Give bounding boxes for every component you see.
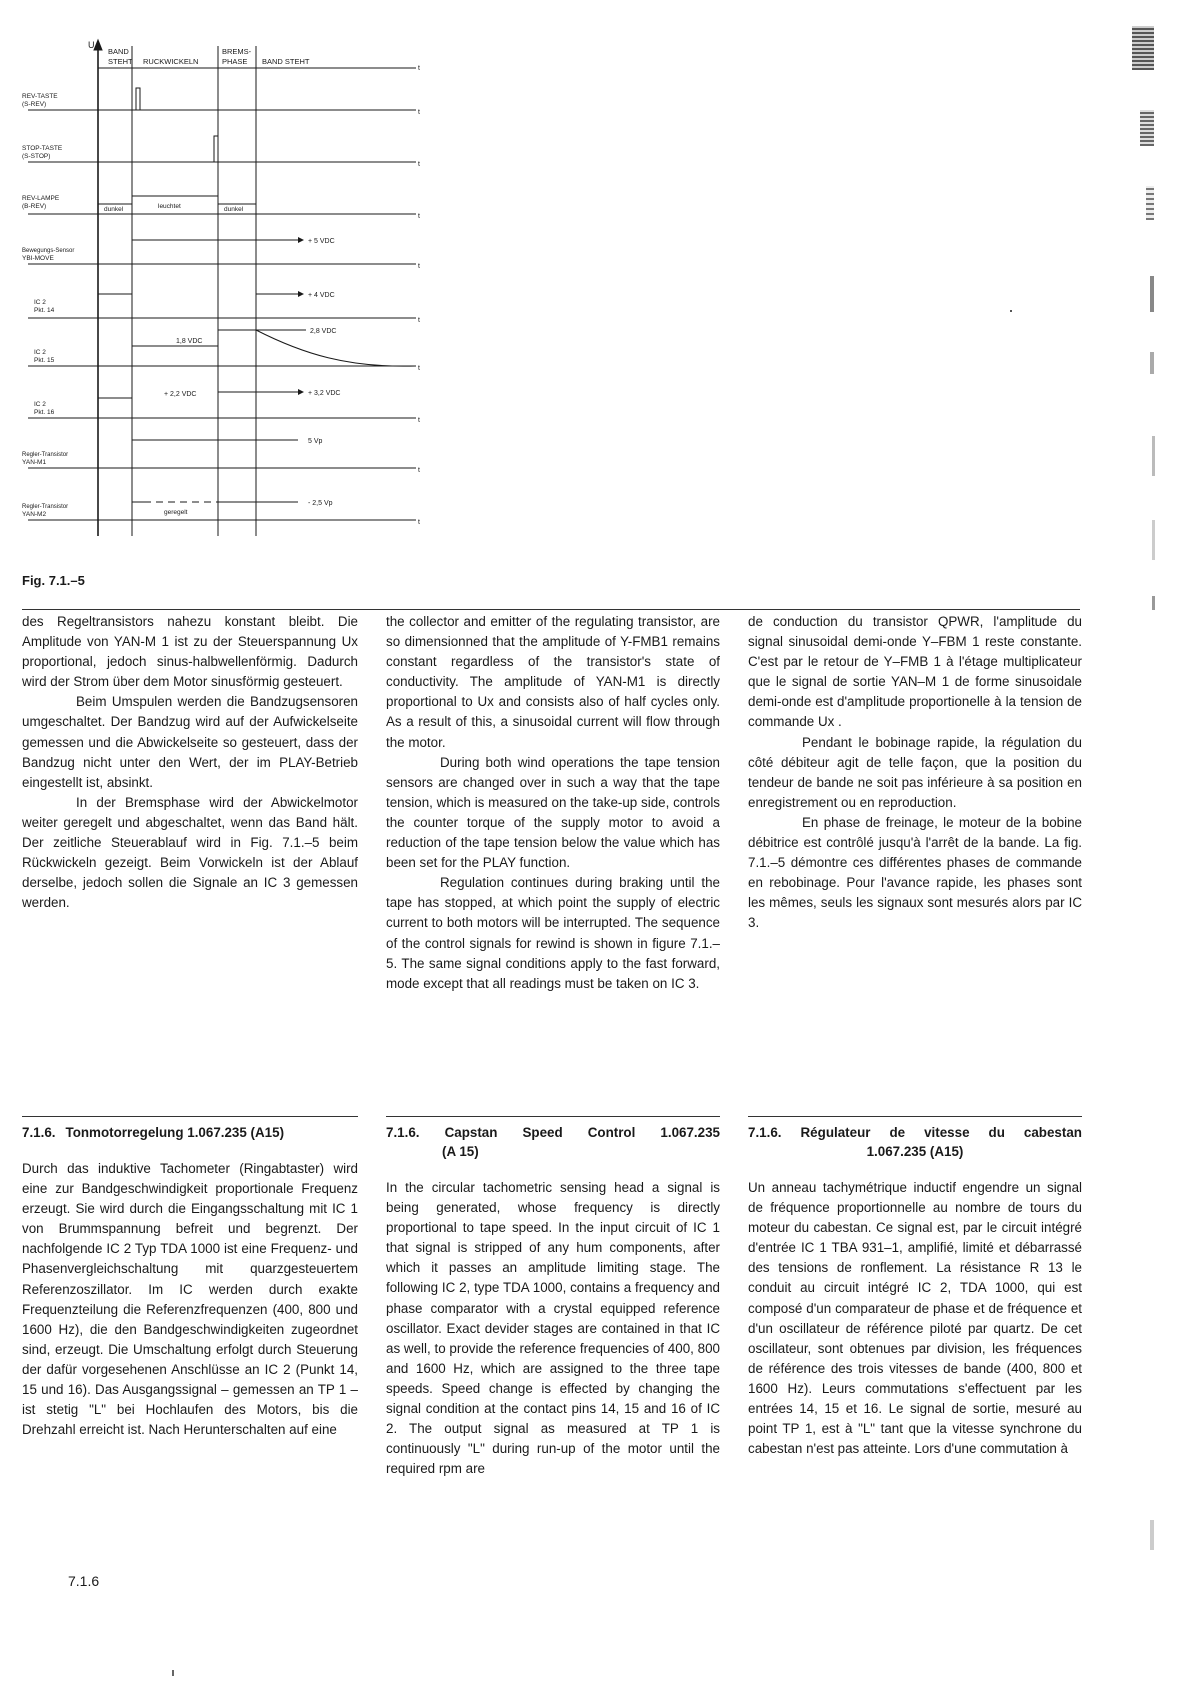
phase-header-4: BAND STEHT (262, 57, 310, 66)
row-label-pkt14-2: Pkt. 14 (34, 307, 55, 314)
row-label-pkt14-1: IC 2 (34, 299, 46, 306)
title-word: Capstan (444, 1125, 498, 1140)
section-french (748, 1123, 1082, 1459)
title-word: de (889, 1125, 906, 1140)
paragraph: Durch das induktive Tachometer (Ringabtaster) wird eine zur Bandgeschwindigkeit proportionale Frequenz erzeugt. Sie wird durch die Eingangsschaltung mit IC 1 von Brummspannung befreit und begrenzt. Der nachfolgende IC 2 Typ TDA 1000 ist eine Frequenz- und Phasenvergleichschaltung mit quarzgesteuertem Referenzoszillator. Im IC werden durch exakte Frequenzteilung die Referenzfrequenzen (400, 800 und 1600 Hz), die den Bandgeschwindigkeiten zugeordnet sind, erzeugt. Die Umschaltung erfolgt durch Steuerung der dafür vorgesehenen Anschlüsse an IC 2 (Punkt 14, 15 und 16). Das Ausgangssignal – gemessen an TP 1 – ist stetig "L" bei Hochlaufen des Motors, bis die Drehzahl erreicht ist. Nach Herunterschalten auf eine (22, 1161, 358, 1438)
paragraph: de conduction du transistor QPWR, l'amplitude du signal sinusoidal demi-onde Y–FBM 1 reste constante. C'est par le retour de Y–FMB 1 à l'étage multiplicateur que le signal de sortie YAN–M 1 de forme sinusoidale demi-onde est d'amplitude proportionelle à la tension de commande Ux . (748, 614, 1082, 730)
paragraph: the collector and emitter of the regulating transistor, are so dimensionned that the amplitude of Y-FMB1 remains constant regardless of the transistor's state of conductivity. The amplitude of YAN-M1 is directly proportional to Ux and consists also of half cycles only. As a result of this, a sinusoidal current will flow through the motor. (386, 614, 720, 750)
lamp-state-2: leuchtet (158, 203, 181, 210)
voltage-pkt14: + 4 VDC (308, 292, 335, 299)
title-word: du (988, 1125, 1005, 1140)
scan-artifact (1150, 352, 1154, 374)
voltage-m1: 5 Vp (308, 438, 323, 445)
phase-header-3-line2: PHASE (222, 57, 248, 66)
title-word: vitesse (924, 1125, 970, 1140)
scan-artifact (1150, 1520, 1154, 1550)
section-divider-french (748, 1116, 1082, 1117)
time-marker: t (418, 263, 420, 270)
row-label-rev-lampe-2: (B-REV) (22, 203, 47, 210)
time-marker: t (418, 65, 420, 72)
row-label-m1-2: YAN-M1 (22, 459, 47, 466)
lamp-state-1: dunkel (104, 206, 124, 213)
section-divider-english (386, 1116, 720, 1117)
row-label-pkt16-1: IC 2 (34, 401, 46, 408)
paragraph: Pendant le bobinage rapide, la régulation du côté débiteur agit de telle façon, que la position du tendeur de bande ne soit pas inférieure à sa position en enregistrement ou en reproduction. (748, 734, 1082, 810)
scan-artifact (1150, 276, 1154, 312)
phase-header-1-line2: STEHT (108, 57, 133, 66)
row-label-move-2: YBI-MOVE (22, 255, 54, 262)
row-label-m1-1: Regler-Transistor (22, 452, 69, 458)
scan-artifact (172, 1670, 174, 1676)
top-column-german (22, 612, 358, 913)
paragraph: In der Bremsphase wird der Abwickelmotor weiter geregelt und abgeschaltet, wenn das Band hält. Der zeitliche Steuerablauf wird in Fig. 7.1.–5 beim Rückwickeln gezeigt. Beim Vorwickeln ist der Ablauf derselbe, jedoch sollen die Signale an IC 3 gemessen werden. (22, 794, 358, 911)
timing-diagram (18, 36, 428, 546)
paragraph: Regulation continues during braking until the tape has stopped, at which point the supply of electric current to both motors will be interrupted. The sequence of the control signals for rewind is shown in figure 7.1.–5. The same signal conditions apply to the fast forward, mode except that all readings must be taken on IC 3. (386, 875, 720, 991)
section-number: 7.1.6. (386, 1125, 420, 1140)
section-title: Tonmotorregelung 1.067.235 (A15) (65, 1125, 285, 1140)
lamp-state-3: dunkel (224, 206, 244, 213)
section-heading-german (22, 1123, 358, 1142)
scan-artifact (1010, 310, 1012, 312)
row-label-stop-taste-1: STOP-TASTE (22, 145, 63, 152)
voltage-pkt16-low: + 2,2 VDC (164, 391, 197, 398)
phase-header-1-line1: BAND (108, 47, 129, 56)
time-marker: t (418, 365, 420, 372)
time-marker: t (418, 109, 420, 116)
row-label-pkt16-2: Pkt. 16 (34, 409, 55, 416)
time-marker: t (418, 519, 420, 526)
row-label-rev-lampe-1: REV-LAMPE (22, 195, 60, 202)
paragraph: des Regeltransistors nahezu konstant bleibt. Die Amplitude von YAN-M 1 ist zu der Steuerspannung Ux proportional, jedoch sinus-halbwellenförmig. Dadurch wird der Strom über dem Motor sinusförmig gesteuert. (22, 614, 358, 690)
scan-artifact (1152, 520, 1155, 560)
row-label-m2-1: Regler-Transistor (22, 504, 69, 510)
figure-caption: Fig. 7.1.–5 (22, 573, 85, 588)
section-heading-french (748, 1123, 1082, 1161)
voltage-move: + 5 VDC (308, 238, 335, 245)
row-label-pkt15-2: Pkt. 15 (34, 357, 55, 364)
paragraph: In the circular tachometric sensing head a signal is being generated, whose frequency is directly proportional to tape speed. In the input circuit of IC 1 that signal is stripped of any hum components, after which it passes an amplitude limiting stage. The following IC 2, type TDA 1000, contains a frequency and phase comparator with a crystal equipped reference oscillator. Exact devider stages are contained in that IC as well, to provide the reference frequencies of 400, 800 and 1600 Hz, which are assigned to the three tape speeds. Speed change is effected by changing the signal condition at the contact pins 14, 15 and 16 of IC 2. The output signal as measured at TP 1 is continuously "L" during run-up of the motor until the required rpm are (386, 1180, 720, 1477)
row-label-rev-taste-2: (S-REV) (22, 101, 47, 108)
page-number: 7.1.6 (68, 1573, 100, 1589)
row-label-move-1: Bewegungs-Sensor (22, 248, 75, 254)
time-marker: t (418, 317, 420, 324)
top-divider (22, 609, 1080, 610)
voltage-pkt15-low: 1,8 VDC (176, 338, 203, 345)
section-german (22, 1123, 358, 1440)
scan-artifact (1132, 26, 1154, 70)
section-divider-german (22, 1116, 358, 1117)
paragraph: Beim Umspulen werden die Bandzugsensoren umgeschaltet. Der Bandzug wird auf der Aufwickelseite gemessen und die Abwickelseite so gesteuert, dass der Bandzug nicht unter den Wert, der im PLAY-Betrieb eingestellt ist, absinkt. (22, 694, 358, 790)
top-column-french (748, 612, 1082, 934)
row-label-pkt15-1: IC 2 (34, 349, 46, 356)
title-word: Control (587, 1125, 636, 1140)
section-number: 7.1.6. (22, 1125, 56, 1140)
scan-artifact (1152, 436, 1155, 476)
scan-artifact (1140, 110, 1154, 146)
paragraph: During both wind operations the tape tension sensors are changed over in such a way that the tape tension, which is measured on the take-up side, controls the counter torque of the supply motor to avoid a reduction of the tape tension below the value which has been set for the PLAY function. (386, 754, 720, 871)
phase-header-3-line1: BREMS- (222, 47, 252, 56)
title-word: Speed (522, 1125, 563, 1140)
section-title-line2: 1.067.235 (A15) (866, 1144, 964, 1159)
axis-label: U (88, 40, 95, 50)
voltage-pkt15-high: 2,8 VDC (310, 328, 337, 335)
row-label-stop-taste-2: (S-STOP) (22, 153, 51, 160)
scan-artifact (1146, 186, 1154, 220)
paragraph: En phase de freinage, le moteur de la bobine débitrice est contrôlé jusqu'à l'arrêt de la bande. La fig. 7.1.–5 démontre ces différentes phases de commande en rebobinage. Pour l'avance rapide, les phases sont les mêmes, seuls les signaux sont mesurés alors par IC 3. (748, 814, 1082, 931)
title-word: Régulateur (800, 1125, 871, 1140)
section-number: 7.1.6. (748, 1125, 782, 1140)
time-marker: t (418, 161, 420, 168)
row-label-m2-2: YAN-M2 (22, 511, 47, 518)
section-heading-english (386, 1123, 720, 1161)
scan-artifact (1152, 596, 1155, 610)
time-marker: t (418, 417, 420, 424)
paragraph: Un anneau tachymétrique inductif engendre un signal de fréquence proportionnelle au nombre de tours du moteur du cabestan. Ce signal est, par le circuit intégré d'entrée IC 1 TBA 931–1, amplifié, limité et débarrassé des tensions de ronflement. La résistance R 13 le conduit au circuit intégré IC 2, TDA 1000, qui est composé d'un comparateur de phase et de fréquence et d'un oscillateur de référence piloté par quartz. De cet oscillateur, sont obtenues par division, les fréquences de référence des trois vitesses de bande (400, 800 et 1600 Hz). Leurs commutations s'effectuent par les entrées 14, 15 et 16. Le signal de sortie, mesuré au point TP 1, est à "L" tant que la vitesse synchrone du cabestan n'est pas atteinte. Lors d'une commutation à (748, 1180, 1082, 1457)
title-word: cabestan (1023, 1125, 1082, 1140)
voltage-pkt16-high: + 3,2 VDC (308, 390, 341, 397)
section-english (386, 1123, 720, 1479)
title-word: 1.067.235 (660, 1125, 720, 1140)
row-label-rev-taste-1: REV-TASTE (22, 93, 58, 100)
section-title-line2: (A 15) (442, 1144, 479, 1159)
time-marker: t (418, 467, 420, 474)
voltage-m2: - 2,5 Vp (308, 500, 333, 507)
time-marker: t (418, 213, 420, 220)
phase-header-2: RUCKWICKELN (143, 57, 199, 66)
m2-note: geregelt (164, 509, 188, 516)
top-column-english (386, 612, 720, 994)
